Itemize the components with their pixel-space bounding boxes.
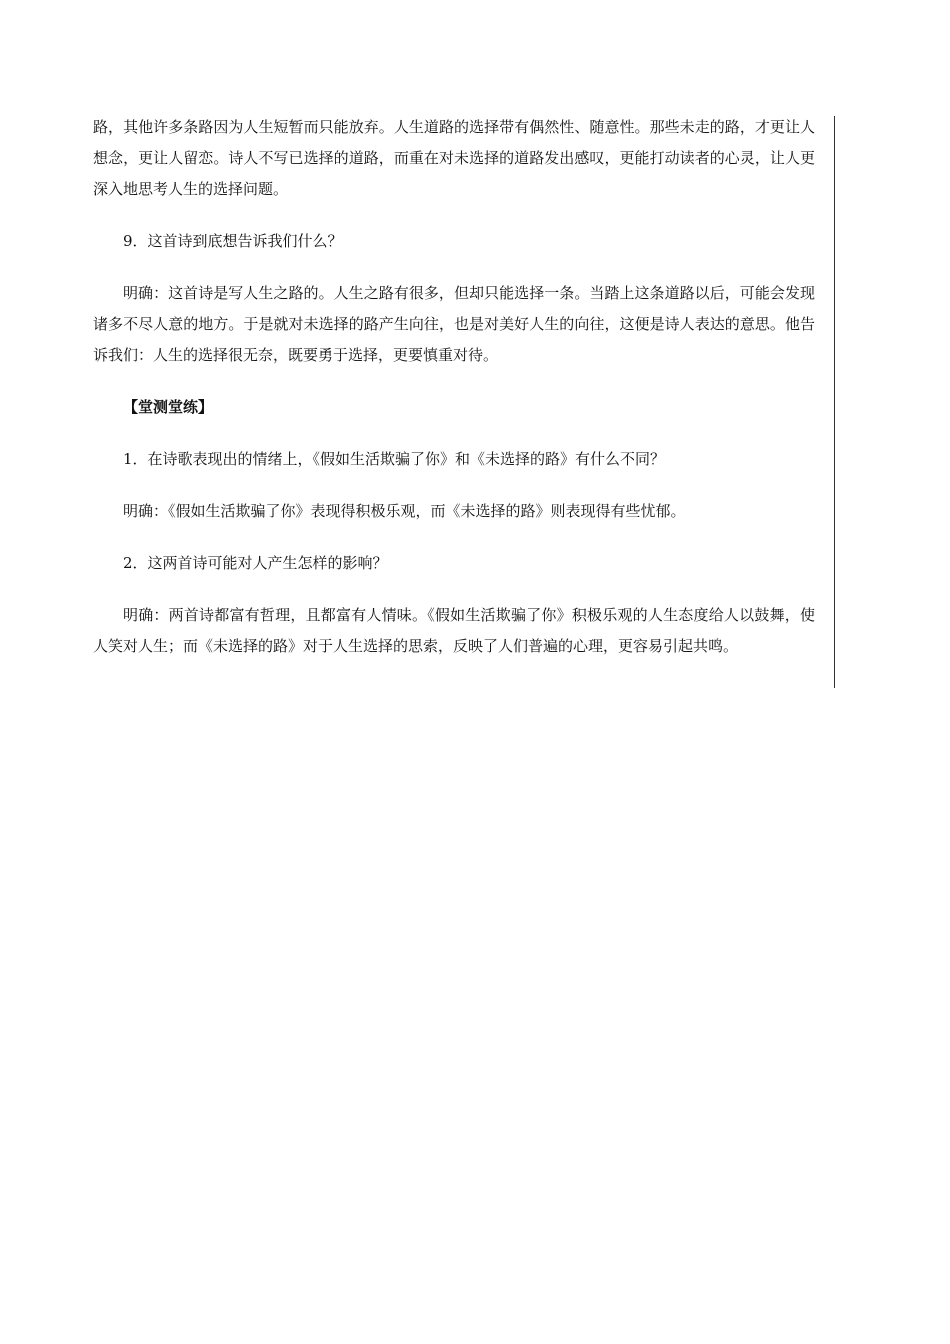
margin-rule bbox=[834, 116, 835, 688]
practice-question-1: 1．在诗歌表现出的情绪上，《假如生活欺骗了你》和《未选择的路》有什么不同？ bbox=[123, 450, 666, 468]
question-9: 9．这首诗到底想告诉我们什么？ bbox=[123, 232, 343, 250]
answer-9: 明确：这首诗是写人生之路的。人生之路有很多，但却只能选择一条。当踏上这条道路以后，可能会发现诸多不尽人意的地方。于是就对未选择的路产生向往，也是对美好人生的向往，这便是诗人表达的意思。他告诉我们：人生的选择很无奈，既要勇于选择，更要慎重对待。 bbox=[93, 284, 815, 364]
practice-question-2: 2．这两首诗可能对人产生怎样的影响？ bbox=[123, 554, 388, 572]
practice-answer-2: 明确：两首诗都富有哲理，且都富有人情味。《假如生活欺骗了你》积极乐观的人生态度给人以鼓舞，使人笑对人生；而《未选择的路》对于人生选择的思索，反映了人们普遍的心理，更容易引起共鸣。 bbox=[93, 606, 815, 655]
paragraph-continuation: 路，其他许多条路因为人生短暂而只能放弃。人生道路的选择带有偶然性、随意性。那些未走的路，才更让人想念，更让人留恋。诗人不写已选择的道路，而重在对未选择的道路发出感叹，更能打动读者的心灵，让人更深入地思考人生的选择问题。 bbox=[93, 118, 815, 198]
practice-answer-1: 明确：《假如生活欺骗了你》表现得积极乐观，而《未选择的路》则表现得有些忧郁。 bbox=[123, 502, 686, 520]
section-heading: 【堂测堂练】 bbox=[123, 398, 214, 416]
document-body bbox=[93, 112, 815, 683]
